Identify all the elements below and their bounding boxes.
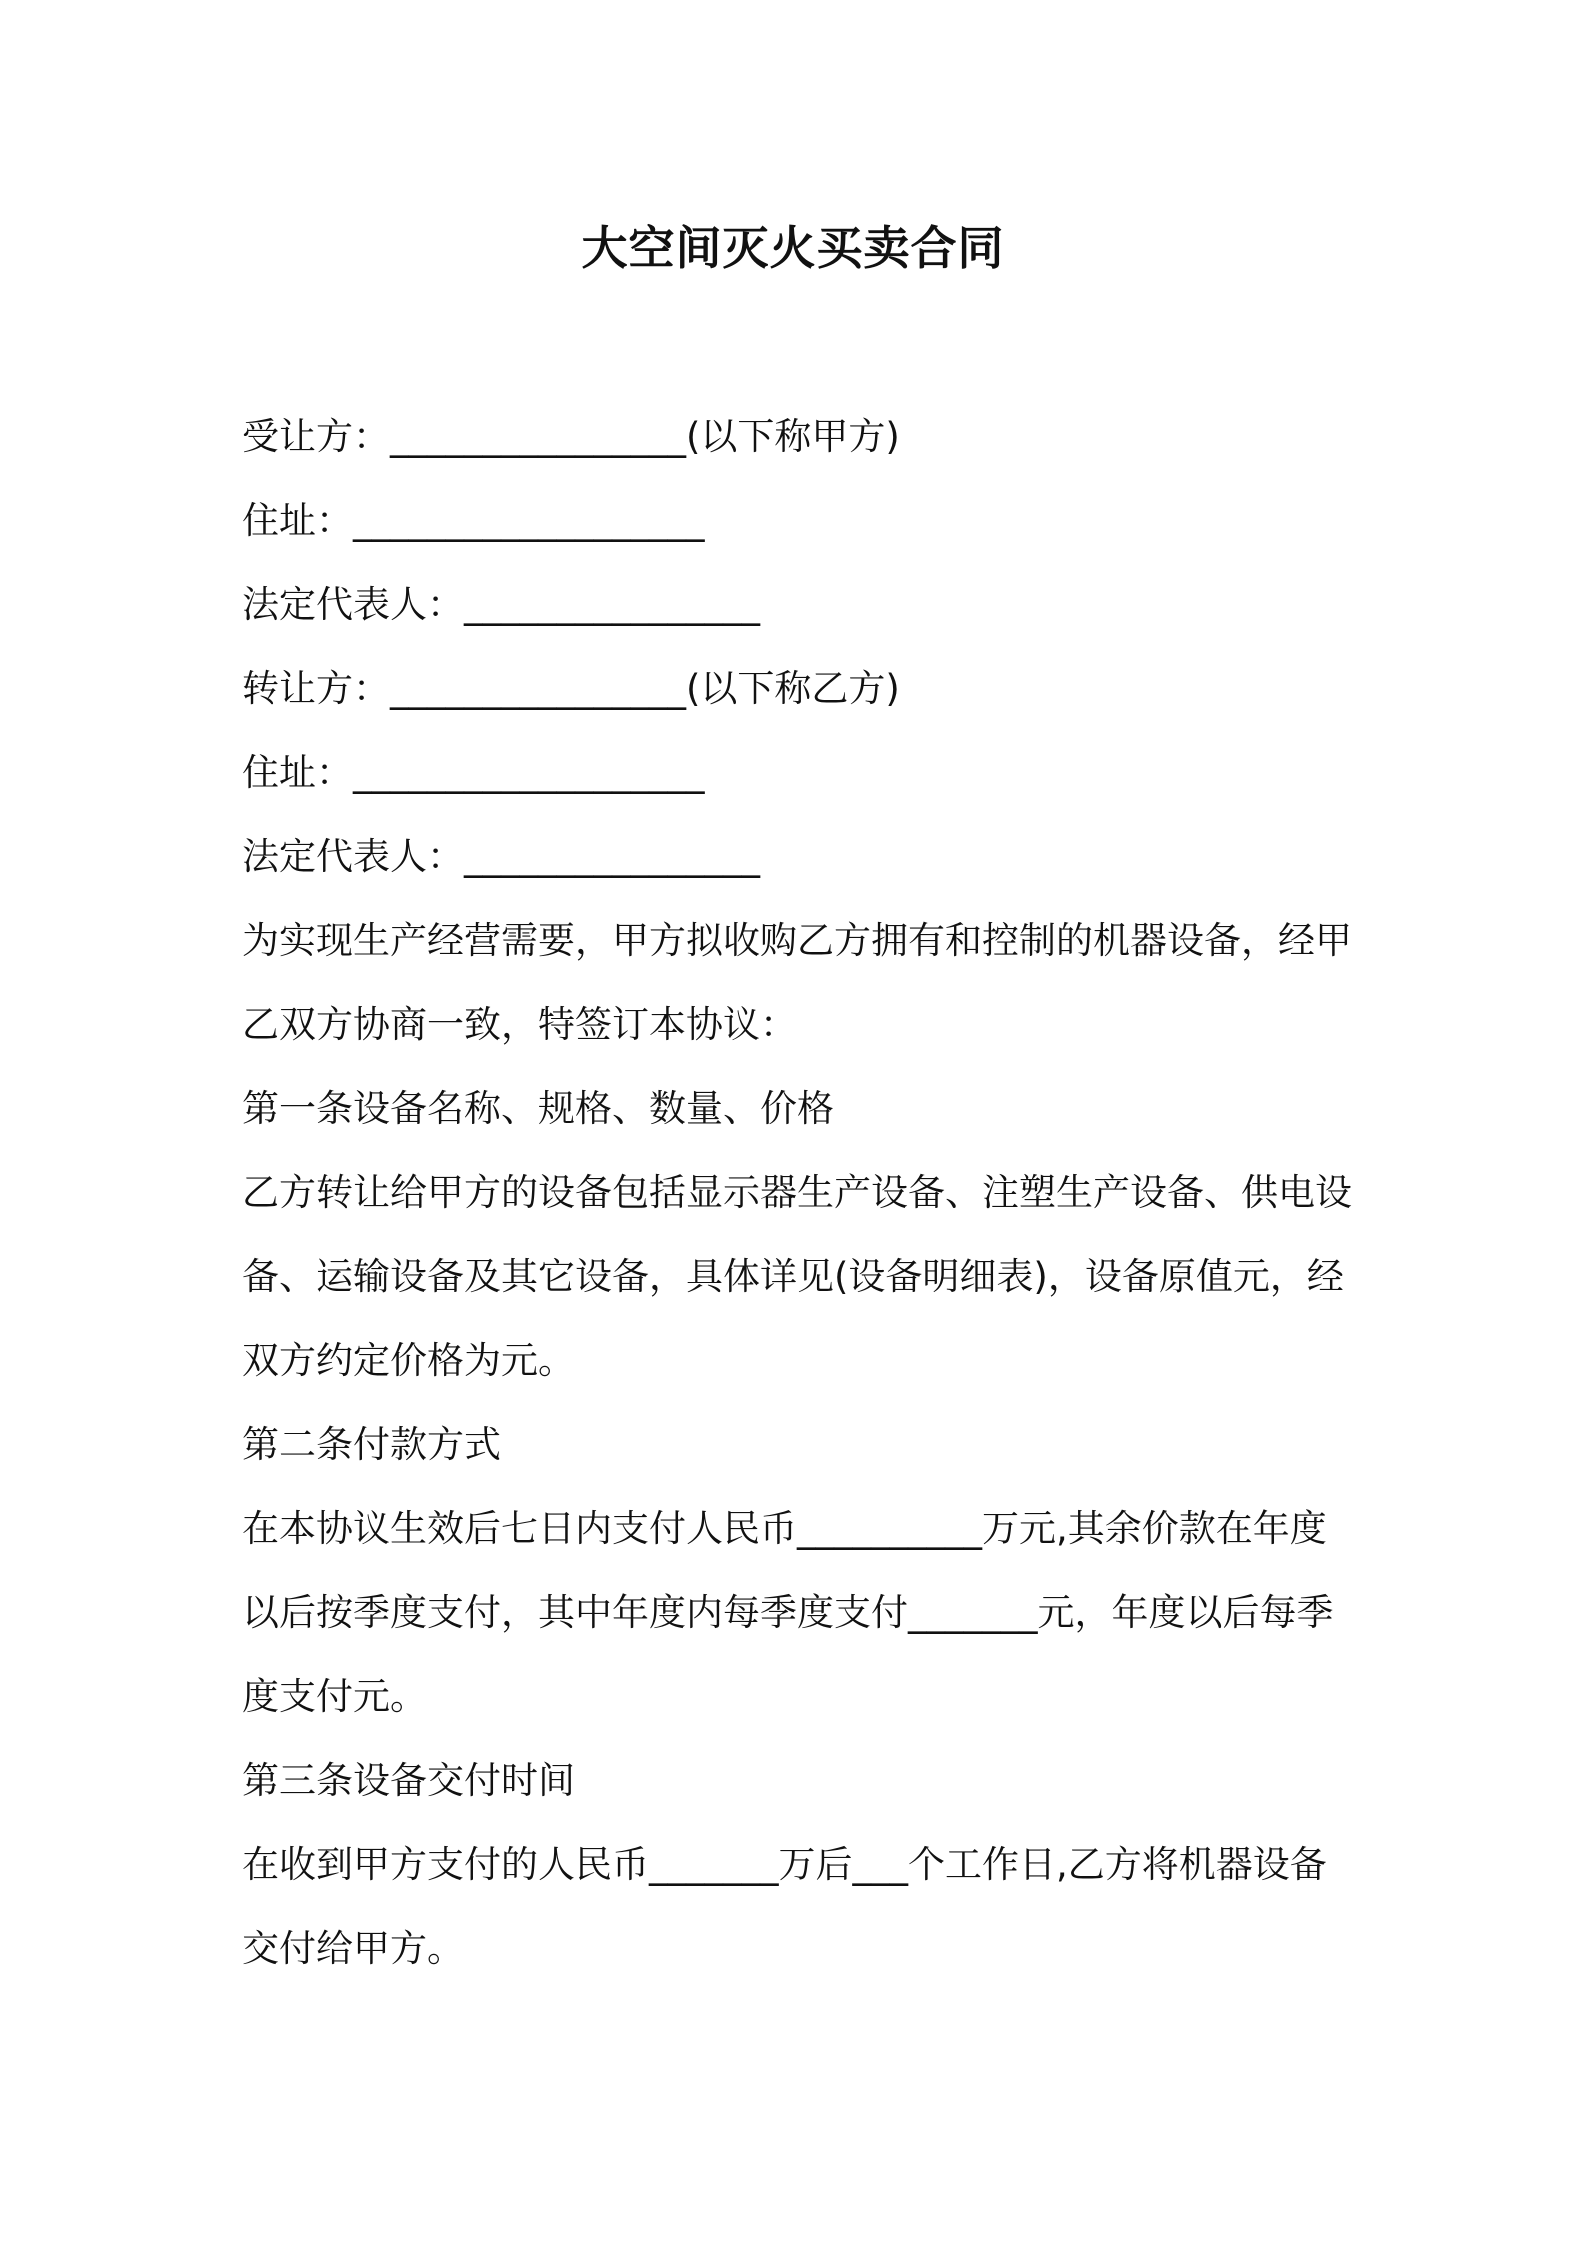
party-b-line: 转让方：________________(以下称乙方) <box>242 667 900 710</box>
paragraph-line: 乙双方协商一致，特签订本协议： <box>242 1003 797 1046</box>
party-b-representative-line: 法定代表人：________________ <box>242 835 760 878</box>
article-3 <box>242 1739 1442 1991</box>
party-b-address-line: 住址：___________________ <box>242 751 705 794</box>
party-a-line: 受让方：________________(以下称甲方) <box>242 415 900 458</box>
paragraph-line: 为实现生产经营需要，甲方拟收购乙方拥有和控制的机器设备，经甲 <box>242 919 1352 962</box>
intro-paragraph <box>242 899 1442 1067</box>
party-a-representative-line: 法定代表人：________________ <box>242 583 760 626</box>
article-2 <box>242 1403 1442 1739</box>
party-a-address-line: 住址：___________________ <box>242 499 705 542</box>
document-body <box>242 395 1442 1991</box>
paragraph-line: 在收到甲方支付的人民币_______万后___个工作日,乙方将机器设备 <box>242 1843 1327 1886</box>
article-heading: 第三条设备交付时间 <box>242 1759 575 1802</box>
paragraph-line: 度支付元。 <box>242 1675 427 1718</box>
paragraph-line: 双方约定价格为元。 <box>242 1339 575 1382</box>
article-heading: 第一条设备名称、规格、数量、价格 <box>242 1087 834 1130</box>
paragraph-line: 以后按季度支付，其中年度内每季度支付_______元，年度以后每季 <box>242 1591 1334 1634</box>
article-heading: 第二条付款方式 <box>242 1423 501 1466</box>
parties-section <box>242 395 1442 899</box>
paragraph-line: 备、运输设备及其它设备，具体详见(设备明细表)，设备原值元，经 <box>242 1255 1344 1298</box>
page-title: 大空间灭火买卖合同 <box>581 221 1005 275</box>
article-1 <box>242 1067 1442 1403</box>
paragraph-line: 在本协议生效后七日内支付人民币__________万元,其余价款在年度 <box>242 1507 1327 1550</box>
paragraph-line: 交付给甲方。 <box>242 1927 464 1970</box>
paragraph-line: 乙方转让给甲方的设备包括显示器生产设备、注塑生产设备、供电设 <box>242 1171 1352 1214</box>
